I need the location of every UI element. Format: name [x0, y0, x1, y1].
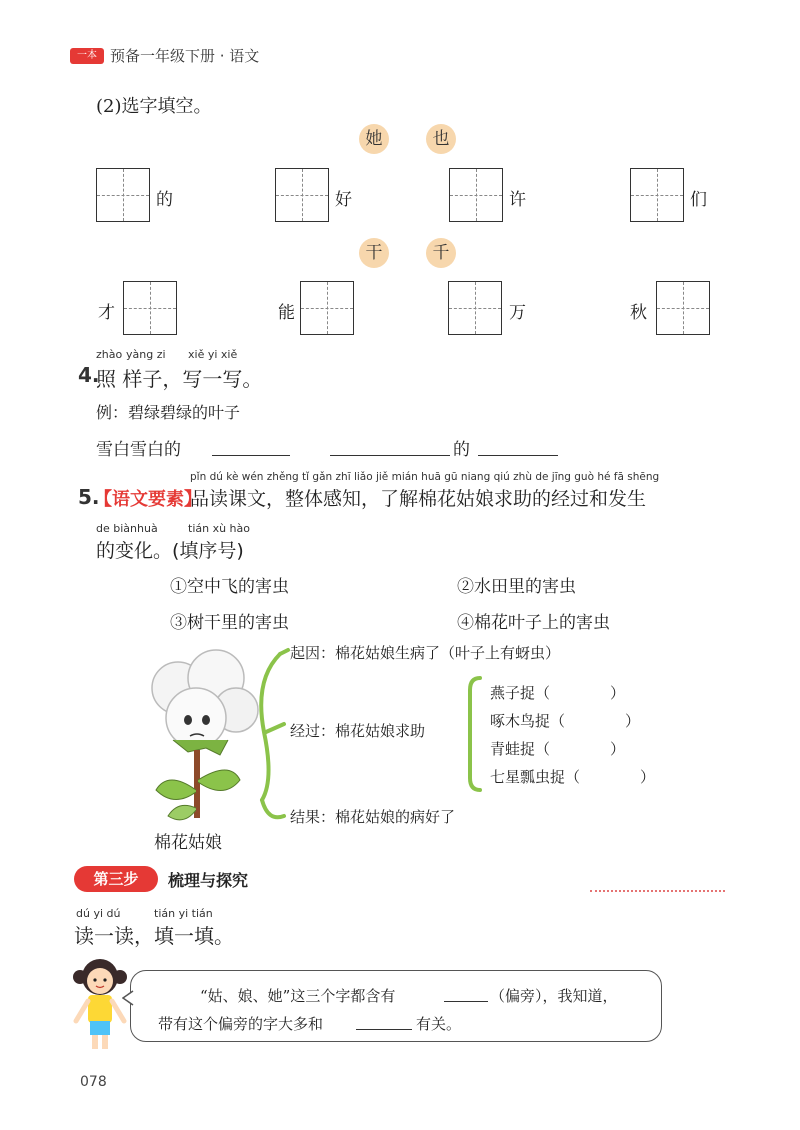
answer-blank[interactable] — [330, 454, 450, 456]
fill-char: 能 — [278, 303, 295, 323]
process-text: 经过：棉花姑娘求助 — [290, 722, 426, 740]
writing-box[interactable] — [449, 168, 503, 222]
helper-swallow: 燕子捉（ ） — [490, 684, 626, 702]
q5-line2: 的变化。(填序号) — [96, 540, 244, 562]
q3-2-title: (2)选字填空。 — [96, 96, 212, 117]
q4-example: 例：碧绿碧绿的叶子 — [96, 403, 241, 422]
answer-blank[interactable] — [444, 1000, 488, 1002]
pinyin: yàng zi — [126, 348, 166, 361]
header-title: 预备一年级下册 · 语文 — [110, 47, 260, 65]
writing-box[interactable] — [123, 281, 177, 335]
option-1: ①空中飞的害虫 — [170, 577, 289, 597]
choice-char-gan: 干 — [359, 238, 389, 268]
pinyin: xiě yi xiě — [188, 348, 238, 361]
fill-char: 的 — [156, 190, 173, 210]
result-text: 结果：棉花姑娘的病好了 — [290, 808, 456, 826]
speech-tail — [122, 990, 134, 1006]
writing-box[interactable] — [275, 168, 329, 222]
q4-number: 4. — [78, 363, 100, 387]
writing-box[interactable] — [96, 168, 150, 222]
writing-box[interactable] — [300, 281, 354, 335]
decorative-divider — [590, 890, 725, 892]
fill-char: 万 — [509, 303, 526, 323]
pinyin: dú yi dú — [76, 907, 121, 920]
helper-frog: 青蛙捉（ ） — [490, 740, 626, 758]
speech-line2b: 有关。 — [416, 1015, 462, 1033]
speech-line1b: （偏旁），我知道， — [490, 987, 618, 1005]
q5-number: 5. — [78, 485, 100, 509]
choice-char-ta: 她 — [359, 124, 389, 154]
pinyin: pǐn dú kè wén zhěng tǐ gǎn zhī liǎo jiě mián huā gū niang qiú zhù de jīng guò hé fā shēng — [190, 471, 660, 483]
helper-woodpecker: 啄木鸟捉（ ） — [490, 712, 641, 730]
choice-char-qian: 千 — [426, 238, 456, 268]
answer-blank[interactable] — [212, 454, 290, 456]
fill-char: 秋 — [630, 303, 647, 323]
writing-box[interactable] — [656, 281, 710, 335]
publisher-logo: 一本 — [70, 48, 104, 64]
helper-bracket — [462, 674, 486, 794]
writing-box[interactable] — [448, 281, 502, 335]
answer-blank[interactable] — [478, 454, 558, 456]
pinyin: tián yi tián — [154, 907, 213, 920]
page-number: 078 — [80, 1074, 107, 1090]
speech-line1a: “姑、娘、她”这三个字都含有 — [200, 987, 396, 1005]
helper-ladybug: 七星瓢虫捉（ ） — [490, 768, 656, 786]
option-3: ③树干里的害虫 — [170, 613, 289, 633]
option-2: ②水田里的害虫 — [457, 577, 576, 597]
fill-char: 许 — [509, 190, 526, 210]
fill-char: 才 — [98, 303, 115, 323]
writing-box[interactable] — [630, 168, 684, 222]
speech-line2a: 带有这个偏旁的字大多和 — [158, 1015, 324, 1033]
pinyin: zhào — [96, 348, 123, 361]
cause-text: 起因：棉花姑娘生病了（叶子上有蚜虫） — [290, 644, 561, 662]
answer-blank[interactable] — [356, 1028, 412, 1030]
q5-line1: 品读课文，整体感知，了解棉花姑娘求助的经过和发生 — [190, 488, 647, 510]
fill-char: 们 — [690, 190, 707, 210]
step3-title: 梳理与探究 — [168, 871, 249, 890]
q6-text: 读一读，填一填。 — [74, 924, 234, 948]
step3-badge: 第三步 — [74, 866, 158, 892]
q4-text: 照 样子，写一写。 — [96, 367, 263, 391]
option-4: ④棉花叶子上的害虫 — [457, 613, 610, 633]
q4-middle: 的 — [453, 440, 470, 460]
illustration-caption: 棉花姑娘 — [154, 833, 222, 853]
pinyin: tián xù hào — [188, 522, 250, 535]
q5-tag: 【语文要素】 — [94, 489, 202, 510]
choice-char-ye: 也 — [426, 124, 456, 154]
q4-prefix: 雪白雪白的 — [96, 440, 181, 460]
fill-char: 好 — [335, 190, 352, 210]
pinyin: de biànhuà — [96, 522, 158, 535]
